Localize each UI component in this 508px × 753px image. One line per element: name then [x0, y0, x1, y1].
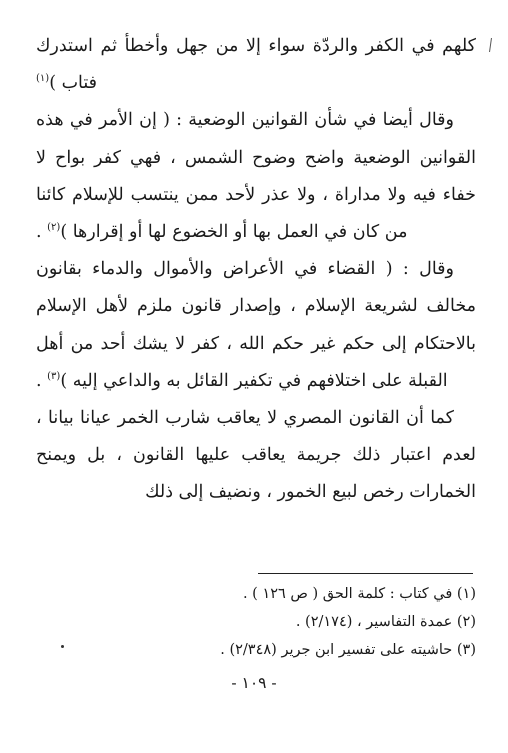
paragraph-1-text: كلهم في الكفر والردّة سواء إلا من جهل وأخطأ ثم استدرك فتاب ): [36, 36, 476, 94]
footnotes: [36, 580, 476, 664]
paragraph-2-tail: .: [36, 222, 48, 243]
footnote-ref-1: (١): [36, 73, 50, 85]
footnote-separator: [258, 573, 473, 574]
paragraph-2-text: وقال أيضا في شأن القوانين الوضعية : ( إن الأمر في هذه القوانين الوضعية واضح وضوح الشمس ، فهي كفر بواح لا خفاء فيه ولا مداراة ، ولا عذر لأحد ممن ينتسب للإسلام كائنا من كان في العمل بها أو الخضوع لها أو إقرارها ): [36, 110, 476, 243]
main-text: [36, 28, 476, 512]
footnote-3: (٣) حاشيته على تفسير ابن جرير (٢/٣٤٨) .: [220, 642, 476, 658]
paragraph-4-text: كما أن القانون المصري لا يعاقب شارب الخمر عيانا بيانا ، لعدم اعتبار ذلك جريمة يعاقب عليها القانون ، بل ويمنح الخمارات رخص لبيع الخمور ، ونضيف إلى ذلك: [36, 408, 476, 503]
paragraph-4: [36, 400, 476, 512]
footnote-ref-2: (٢): [47, 222, 61, 234]
paragraph-3-tail: .: [36, 370, 48, 391]
paragraph-1: [36, 28, 476, 102]
margin-mark: [489, 38, 496, 52]
stray-dot-mark: [61, 645, 64, 648]
footnote-1: (١) في كتاب : كلمة الحق ( ص ١٢٦ ) .: [242, 586, 476, 602]
footnote-ref-3: (٣): [47, 371, 61, 382]
paragraph-3-text: وقال : ( القضاء في الأعراض والأموال والدماء بقانون مخالف لشريعة الإسلام ، وإصدار قانون ملزم لأهل الإسلام بالاحتكام إلى حكم غير حكم الله ، كفر لا يشك أحد من أهل القبلة على اختلافهم في تكفير القائل به والداعي إليه ): [36, 259, 476, 391]
paragraph-2: [36, 102, 476, 251]
page-number: - ١٠٩ -: [231, 674, 277, 692]
footnote-2: (٢) عمدة التفاسير ، (٢/١٧٤) .: [295, 614, 476, 630]
paragraph-3: [36, 251, 476, 400]
